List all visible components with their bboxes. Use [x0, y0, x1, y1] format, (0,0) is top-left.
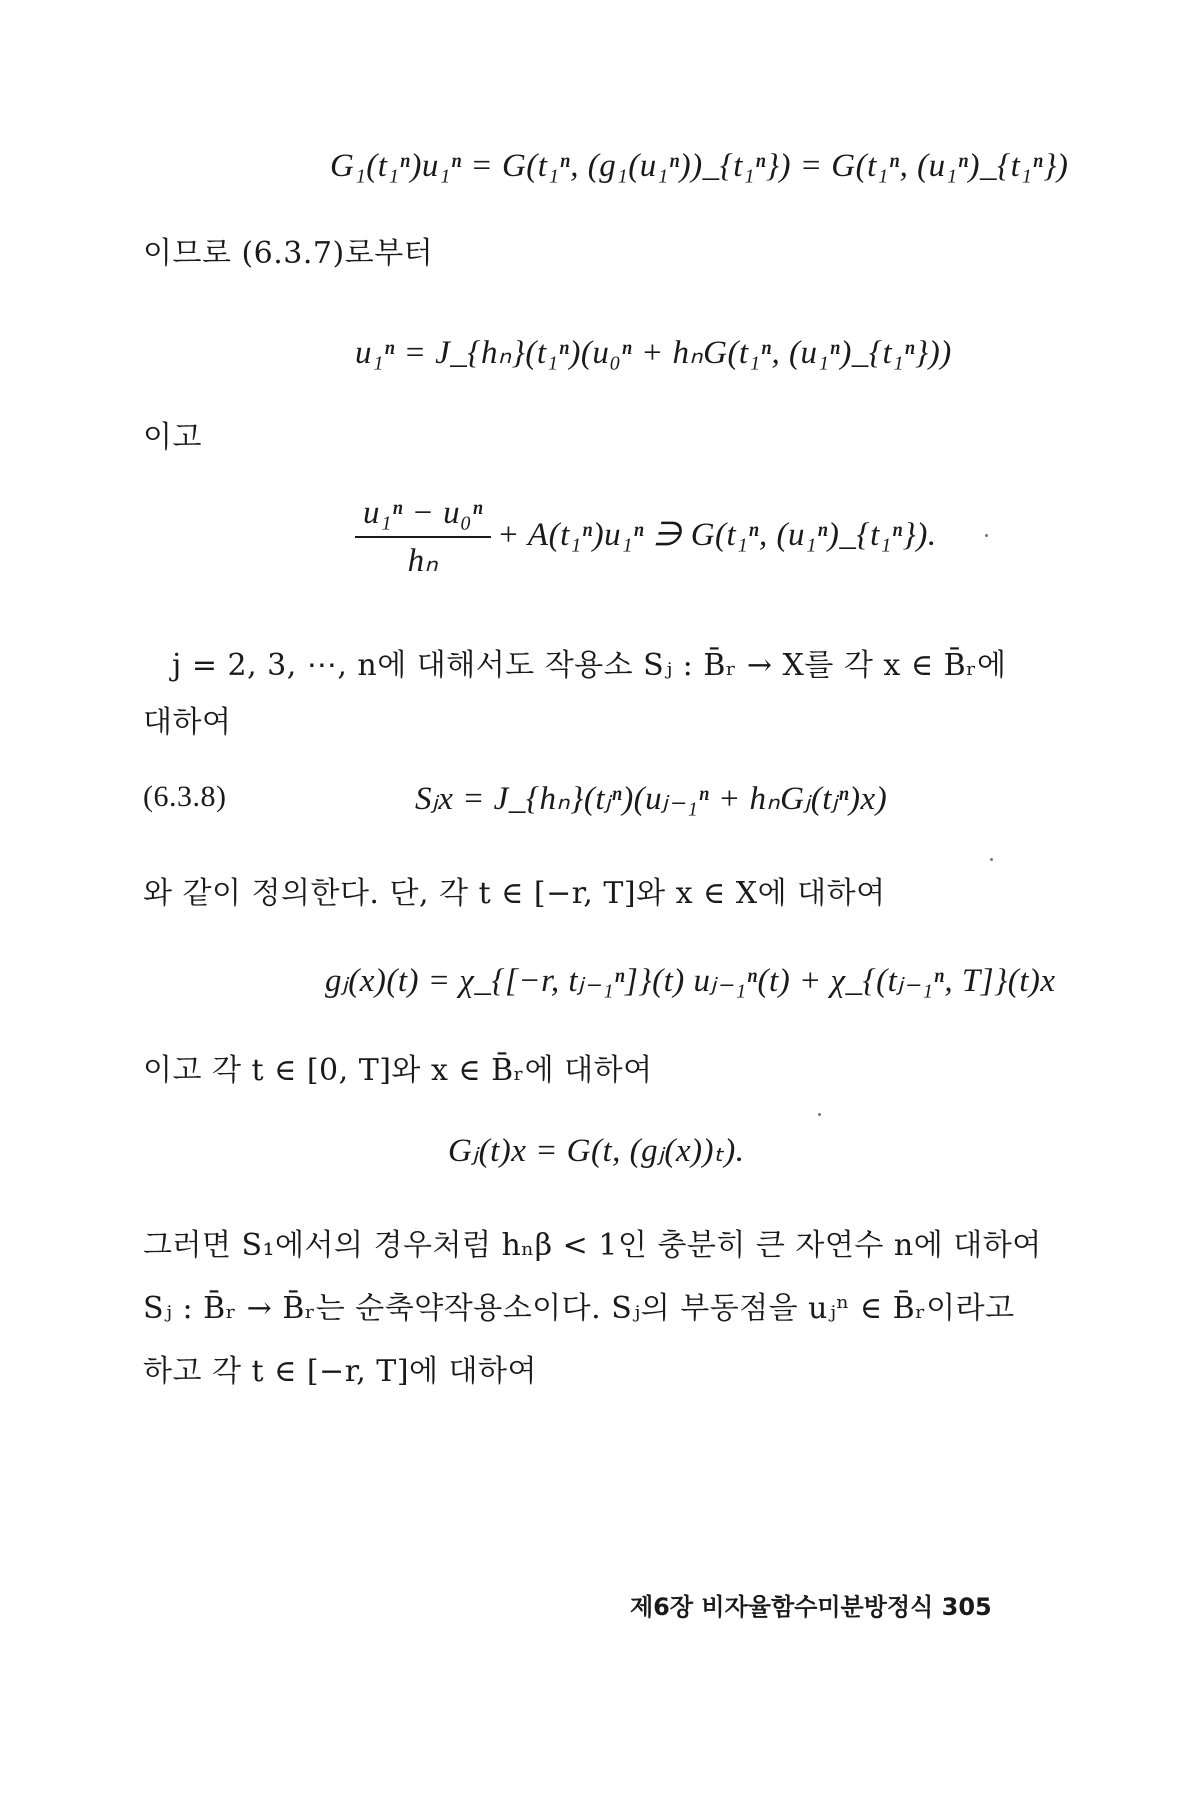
equation-5: gⱼ(x)(t) = χ_{[−r, tⱼ₋₁ⁿ]}(t) uⱼ₋₁ⁿ(t) + χ_{(tⱼ₋₁ⁿ, T]}(t)x	[325, 963, 1056, 999]
equation-3	[355, 495, 937, 580]
text-line-6a: 그러면 S₁에서의 경우처럼 hₙβ < 1인 충분히 큰 자연수 n에 대하여	[143, 1228, 1042, 1263]
equation-3-rest: + A(t₁ⁿ)u₁ⁿ ∋ G(t₁ⁿ, (u₁ⁿ)_{t₁ⁿ}).	[497, 517, 937, 554]
page-footer: 제6장 비자율함수미분방정식 305	[630, 1593, 992, 1621]
text-line-6b: Sⱼ : B̄ᵣ → B̄ᵣ는 순축약작용소이다. Sⱼ의 부동점을 uⱼⁿ ∈ B̄ᵣ이라고	[143, 1291, 1015, 1326]
text-line-2: 이고	[143, 420, 202, 455]
fraction-numerator: u₁ⁿ − u₀ⁿ	[355, 495, 491, 538]
fraction-denominator: hₙ	[407, 543, 439, 579]
text-line-5: 이고 각 t ∈ [0, T]와 x ∈ B̄ᵣ에 대하여	[143, 1053, 653, 1088]
fraction	[355, 495, 491, 580]
text-line-4: 와 같이 정의한다. 단, 각 t ∈ [−r, T]와 x ∈ X에 대하여	[143, 876, 886, 911]
text-line-6c: 하고 각 t ∈ [−r, T]에 대하여	[143, 1354, 537, 1389]
equation-6: Gⱼ(t)x = G(t, (gⱼ(x))ₜ).	[448, 1133, 745, 1169]
text-line-3a: j = 2, 3, ⋯, n에 대해서도 작용소 Sⱼ : B̄ᵣ → X를 각 x ∈ B̄ᵣ에	[172, 648, 1007, 683]
equation-1: G₁(t₁ⁿ)u₁ⁿ = G(t₁ⁿ, (g₁(u₁ⁿ))_{t₁ⁿ}) = G(t₁ⁿ, (u₁ⁿ)_{t₁ⁿ})	[330, 148, 1069, 184]
scan-speck	[985, 534, 988, 537]
text-line-3b: 대하여	[143, 705, 232, 740]
scan-speck	[990, 858, 993, 861]
equation-number: (6.3.8)	[143, 780, 227, 813]
equation-2: u₁ⁿ = J_{hₙ}(t₁ⁿ)(u₀ⁿ + hₙG(t₁ⁿ, (u₁ⁿ)_{t₁ⁿ}))	[355, 335, 952, 371]
equation-4: Sⱼx = J_{hₙ}(tⱼⁿ)(uⱼ₋₁ⁿ + hₙGⱼ(tⱼⁿ)x)	[415, 781, 888, 817]
text-line-1: 이므로 (6.3.7)로부터	[143, 236, 434, 271]
scan-speck	[818, 1113, 821, 1116]
